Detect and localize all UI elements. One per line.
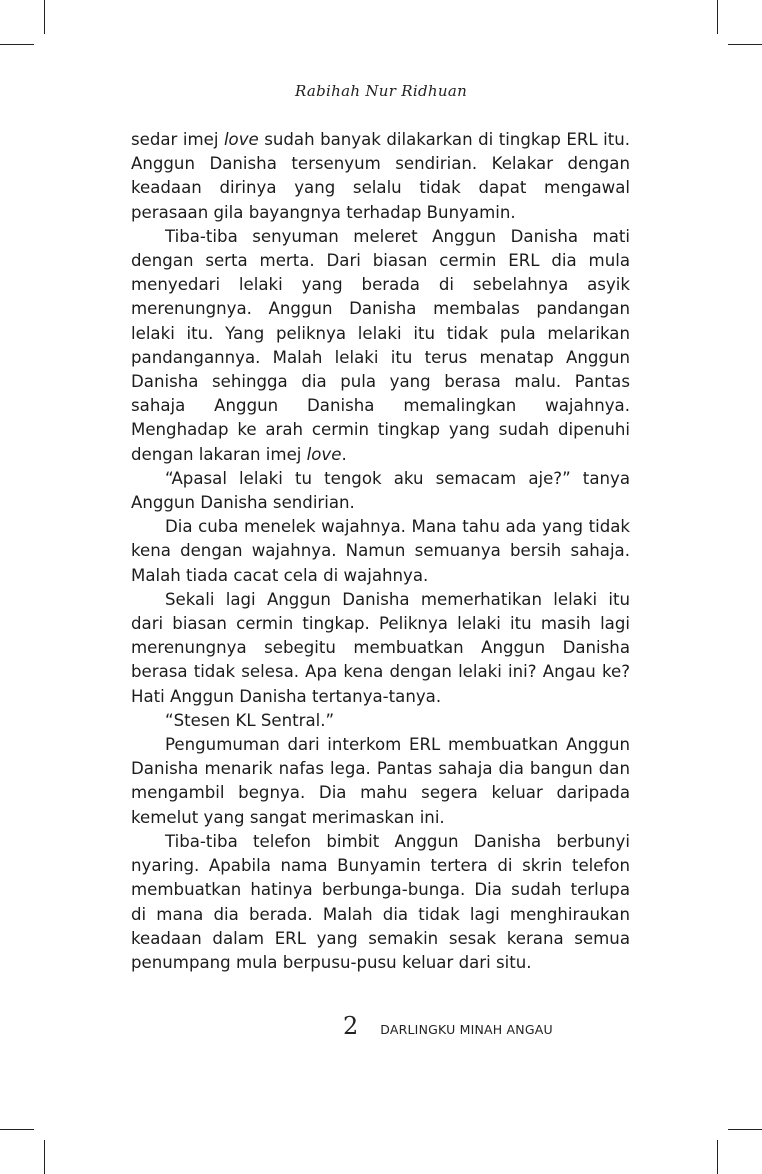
crop-mark-top-left-vertical <box>44 0 45 34</box>
page-footer <box>343 1012 553 1040</box>
paragraph-8 <box>131 830 630 975</box>
crop-mark-top-right-vertical <box>717 0 718 34</box>
page-number: 2 <box>343 1012 359 1040</box>
crop-mark-top-left-horizontal <box>0 44 34 45</box>
crop-mark-top-right-horizontal <box>728 44 762 45</box>
crop-mark-bottom-left-vertical <box>44 1140 45 1174</box>
paragraph-5 <box>131 588 630 709</box>
paragraph-text: Tiba-tiba telefon bimbit Anggun Danisha berbunyi nyaring. Apabila nama Bunyamin tertera di skrin telefon membuatkan hatinya berbunga-bunga. Dia sudah terlupa di mana dia berada. Malah dia tidak lagi menghiraukan keadaan dalam ERL yang semakin sesak kerana semua penumpang mula berpusu-pusu keluar dari situ. <box>131 831 630 972</box>
paragraph-text: sedar imej <box>131 130 224 149</box>
crop-mark-bottom-right-vertical <box>717 1140 718 1174</box>
paragraph-2 <box>131 225 630 467</box>
paragraph-text: . <box>341 444 347 464</box>
paragraph-6 <box>131 709 630 733</box>
paragraph-text: Tiba-tiba senyuman meleret Anggun Danisha mati dengan serta merta. Dari biasan cermin ERL dia mula menyedari lelaki yang berada di sebelahnya asyik merenungnya. Anggun Danisha membalas pandangan lelaki itu. Yang peliknya lelaki itu tidak pula melarikan pandangannya. Malah lelaki itu terus menatap Anggun Danisha sehingga dia pula yang berasa malu. Pantas sahaja Anggun Danisha memalingkan wajahnya. Menghadap ke arah cermin tingkap yang sudah dipenuhi dengan lakaran imej <box>131 226 630 464</box>
paragraph-text: sudah banyak dilakarkan di tingkap ERL itu. Anggun Danisha tersenyum sendirian. Kelakar dengan keadaan dirinya yang selalu tidak dapat mengawal perasaan gila bayangnya terhadap Bunyamin. <box>131 130 630 222</box>
paragraph-7 <box>131 733 630 830</box>
paragraph-text: Sekali lagi Anggun Danisha memerhatikan lelaki itu dari biasan cermin tingkap. Peliknya lelaki itu masih lagi merenungnya sebegitu membuatkan Anggun Danisha berasa tidak selesa. Apa kena dengan lelaki ini? Angau ke? Hati Anggun Danisha tertanya-tanya. <box>131 589 630 706</box>
crop-mark-bottom-right-horizontal <box>728 1129 762 1130</box>
paragraph-emphasis: love <box>306 444 342 464</box>
body-text <box>131 128 630 975</box>
paragraph-3 <box>131 467 630 515</box>
paragraph-emphasis: love <box>223 130 259 149</box>
paragraph-text: Pengumuman dari interkom ERL membuatkan Anggun Danisha menarik nafas lega. Pantas sahaja dia bangun dan mengambil begnya. Dia mahu segera keluar daripada kemelut yang sangat merimaskan ini. <box>131 735 630 827</box>
crop-mark-bottom-left-horizontal <box>0 1129 34 1130</box>
paragraph-text: “Apasal lelaki tu tengok aku semacam aje?” tanya Anggun Danisha sendirian. <box>131 468 630 513</box>
paragraph-1 <box>131 128 630 225</box>
paragraph-text: “Stesen KL Sentral.” <box>165 710 335 730</box>
paragraph-text: Dia cuba menelek wajahnya. Mana tahu ada yang tidak kena dengan wajahnya. Namun semuanya bersih sahaja. Malah tiada cacat cela di wajahnya. <box>131 517 630 585</box>
running-footer-book-title: DARLINGKU MINAH ANGAU <box>380 1022 553 1037</box>
running-header-author: Rabihah Nur Ridhuan <box>294 82 468 100</box>
paragraph-4 <box>131 515 630 588</box>
